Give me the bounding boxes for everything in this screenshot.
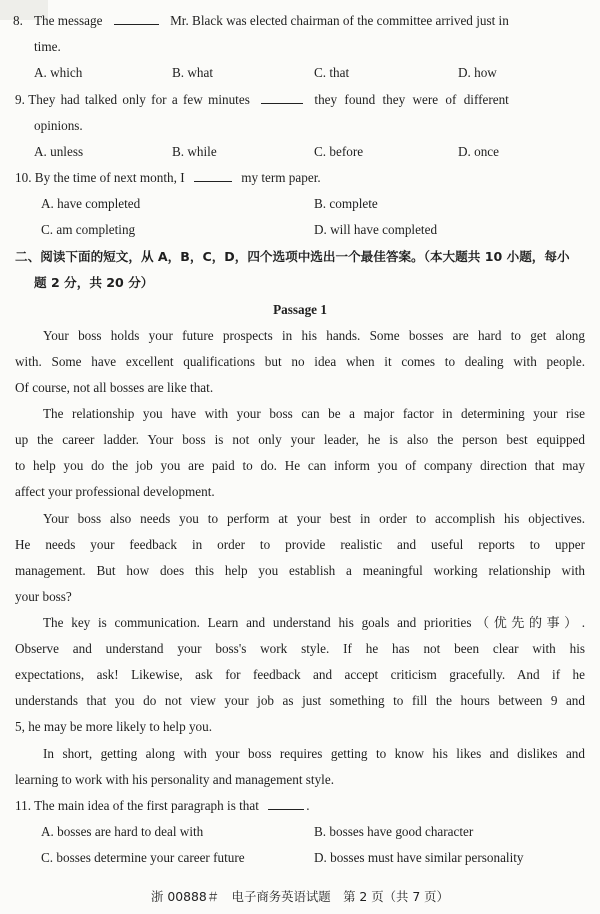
option-10c: C. am completing	[41, 222, 136, 237]
option-8b: B. what	[172, 65, 214, 80]
option-11b: B. bosses have good character	[314, 824, 474, 839]
option-8a: A. which	[34, 65, 83, 80]
passage-line: management. But how does this help you establish a meaningful working relationship with	[15, 563, 585, 578]
passage-line: learning to work with his personality and management style.	[15, 772, 334, 787]
question-11-stem-text: The main idea of the first paragraph is that	[34, 798, 259, 813]
question-10-number: 10.	[15, 170, 32, 185]
answer-blank	[268, 798, 304, 810]
question-9-number: 9.	[15, 92, 25, 107]
passage-line: The relationship you have with your boss can be a major factor in determining your rise	[43, 406, 585, 421]
passage-line: understands that you do not view your job as just something to fill the hours between 9 and	[15, 693, 585, 708]
option-10d: D. will have completed	[314, 222, 438, 237]
question-8-stem-end: Mr. Black was elected chairman of the committee arrived just in	[170, 13, 509, 28]
passage-title: Passage 1	[273, 302, 327, 317]
question-8-stem-start: The message	[34, 13, 103, 28]
passage-line: up the career ladder. Your boss is not only your leader, he is also the person best equipped	[15, 432, 585, 447]
option-11c: C. bosses determine your career future	[41, 850, 245, 865]
answer-blank	[114, 13, 159, 25]
passage-line: to help you do the job you are paid to do. He can inform you of company direction that may	[15, 458, 585, 473]
passage-line: 5, he may be more likely to help you.	[15, 719, 213, 734]
question-11-stem	[15, 798, 310, 814]
option-9c: C. before	[314, 144, 364, 159]
passage-line: affect your professional development.	[15, 484, 215, 499]
option-8d: D. how	[458, 65, 497, 80]
question-11-number: 11.	[15, 798, 31, 813]
question-10-stem-end: my term paper.	[241, 170, 321, 185]
passage-line: He needs your feedback in order to provide realistic and useful reports to upper	[15, 537, 585, 552]
answer-blank	[261, 92, 303, 104]
option-9a: A. unless	[34, 144, 84, 159]
question-8-line2: time.	[34, 39, 61, 54]
question-10-line1	[15, 170, 321, 186]
answer-blank	[194, 170, 232, 182]
option-11a: A. bosses are hard to deal with	[41, 824, 204, 839]
passage-line: Of course, not all bosses are like that.	[15, 380, 214, 395]
question-11-stem-period: .	[306, 798, 310, 813]
question-9-stem-end: they found they were of different	[314, 92, 509, 107]
question-9-line1	[15, 92, 509, 108]
option-9d: D. once	[458, 144, 500, 159]
passage-line: The key is communication. Learn and understand his goals and priorities（优先的事）.	[43, 615, 585, 630]
option-11d: D. bosses must have similar personality	[314, 850, 524, 865]
question-10-stem-start: By the time of next month, I	[34, 170, 185, 185]
passage-line: Observe and understand your boss's work style. If he has not been clear with his	[15, 641, 585, 656]
passage-line: In short, getting along with your boss requires getting to know his likes and dislikes and	[43, 746, 585, 761]
page-footer: 浙 00888＃ 电子商务英语试题 第 2 页（共 7 页）	[151, 889, 449, 904]
question-8-line1	[13, 13, 509, 29]
passage-line: Your boss also needs you to perform at your best in order to accomplish his objectives.	[43, 511, 585, 526]
passage-line: Your boss holds your future prospects in his hands. Some bosses are hard to get along	[43, 328, 585, 343]
passage-line: with. Some have excellent qualifications but no idea when it comes to dealing with people.	[15, 354, 585, 369]
option-10a: A. have completed	[41, 196, 141, 211]
option-10b: B. complete	[314, 196, 378, 211]
question-9-line2: opinions.	[34, 118, 83, 133]
option-8c: C. that	[314, 65, 350, 80]
question-9-stem-start: They had talked only for a few minutes	[28, 92, 250, 107]
passage-line: expectations, ask! Likewise, ask for feedback and accept criticism gracefully. And if he	[15, 667, 585, 682]
passage-line: your boss?	[15, 589, 72, 604]
question-8-number: 8.	[13, 13, 23, 28]
section-2-instructions-line1: 二、阅读下面的短文，从 A，B，C，D，四个选项中选出一个最佳答案。（本大题共 10 小题，每小	[15, 249, 570, 264]
option-9b: B. while	[172, 144, 217, 159]
section-2-instructions-line2: 题 2 分，共 20 分）	[34, 275, 154, 290]
